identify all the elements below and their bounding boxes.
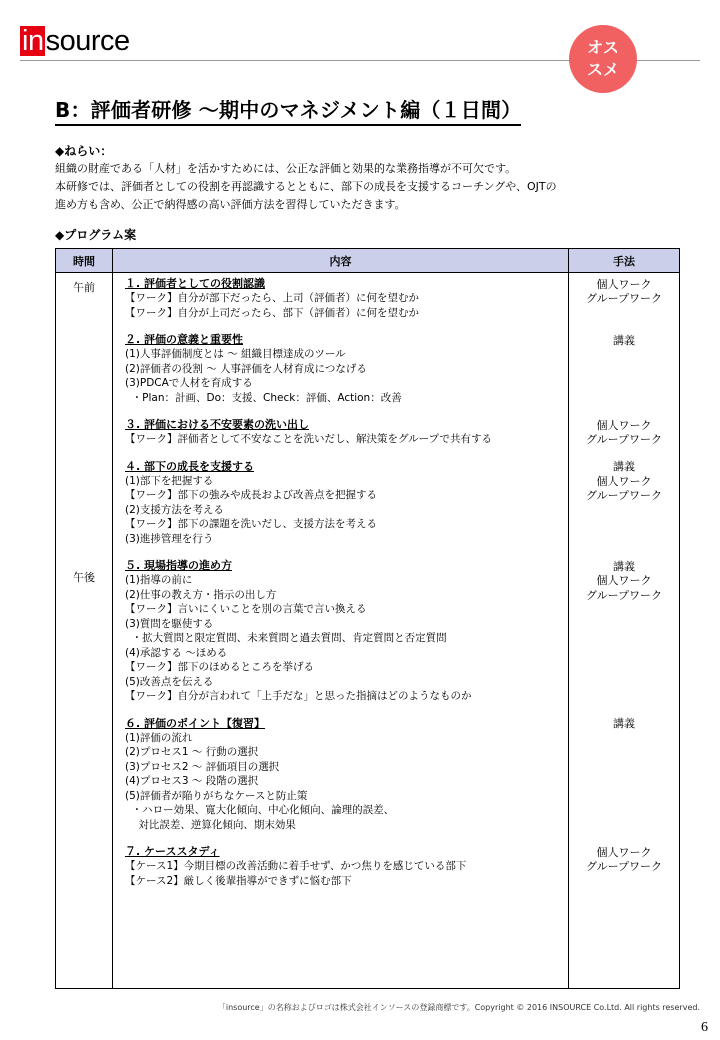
section-line: ・Plan：計画、Do：支援、Check：評価、Action：改善 xyxy=(125,391,402,404)
section-line: (2)支援方法を考える xyxy=(125,503,224,516)
section-line: 【ワーク】部下の課題を洗いだし、支援方法を考える xyxy=(125,518,377,530)
method-cell xyxy=(569,273,680,989)
section-line: 【ケース2】厳しく後輩指導ができずに悩む部下 xyxy=(125,874,352,887)
section-line: 【ワーク】言いにくいことを別の言葉で言い換える xyxy=(125,603,367,615)
section-line: 【ワーク】自分が上司だったら、部下（評価者）に何を望むか xyxy=(125,306,419,319)
method-item: グループワーク xyxy=(585,433,663,446)
section-title: １. 評価者としての役割認識 xyxy=(125,277,266,290)
method-block xyxy=(569,846,679,875)
badge-line-1: オス xyxy=(587,38,619,57)
aim-heading: ◆ねらい： xyxy=(55,144,113,158)
method-item: グループワーク xyxy=(585,588,663,602)
section-line: (2)評価者の役割 ～ 人事評価を人材育成につなげる xyxy=(125,362,367,375)
program-table xyxy=(55,248,680,989)
section-line: (5)改善点を伝える xyxy=(125,675,214,688)
section-line: 【ワーク】部下のほめるところを挙げる xyxy=(125,661,314,673)
method-item: グループワーク xyxy=(585,292,663,305)
page-title: B：評価者研修 ～期中のマネジメント編（１日間） xyxy=(55,94,521,126)
time-am: 午前 xyxy=(73,281,95,294)
method-block xyxy=(569,334,679,349)
program-section xyxy=(125,717,558,833)
section-line: 対比誤差、逆算化傾向、期末効果 xyxy=(125,818,296,831)
section-line: (1)評価の流れ xyxy=(125,731,193,744)
copyright-footer: 「insource」の名称およびロゴは株式会社インソースの登録商標です。Copyright © 2016 INSOURCE Co.Ltd. All rights reserved. xyxy=(217,1003,700,1012)
program-section xyxy=(125,333,558,405)
program-section xyxy=(125,460,558,547)
recommend-badge xyxy=(569,25,637,93)
time-pm: 午後 xyxy=(73,571,95,584)
section-line: 【ケース1】今期目標の改善活動に着手せず、かつ焦りを感じている部下 xyxy=(125,860,467,872)
method-item: 個人ワーク xyxy=(596,574,652,587)
method-block xyxy=(569,419,679,448)
aim-line: 進め方も含め、公正で納得感の高い評価方法を習得していただきます。 xyxy=(55,198,406,211)
insource-logo xyxy=(20,26,130,56)
header-method: 手法 xyxy=(569,249,680,273)
method-item: 個人ワーク xyxy=(596,474,652,488)
program-heading: ◆プログラム案 xyxy=(55,228,137,242)
method-block xyxy=(569,717,679,732)
logo-red-part: in xyxy=(22,25,44,57)
logo-text: source xyxy=(45,25,130,57)
section-line: (3)進捗管理を行う xyxy=(125,532,214,545)
method-item: 講義 xyxy=(613,460,635,473)
aim-line: 本研修では、評価者としての役割を再認識するとともに、部下の成長を支援するコーチングや、OJTの xyxy=(55,180,557,193)
method-item: 講義 xyxy=(613,333,635,347)
section-title: ７. ケーススタディ xyxy=(125,845,220,858)
header-time: 時間 xyxy=(56,249,113,273)
aim-text xyxy=(55,160,557,214)
section-line: (2)仕事の教え方・指示の出し方 xyxy=(125,588,277,601)
method-item: グループワーク xyxy=(585,489,663,502)
program-section xyxy=(125,845,558,888)
section-line: (1)部下を把握する xyxy=(125,474,214,487)
section-line: 【ワーク】自分が言われて「上手だな」と思った指摘はどのようなものか xyxy=(125,690,472,702)
section-line: (3)質問を駆使する xyxy=(125,617,214,630)
section-line: (3)プロセス2 ～ 評価項目の選択 xyxy=(125,760,280,773)
section-line: ・拡大質問と限定質問、未来質問と過去質問、肯定質問と否定質問 xyxy=(125,632,447,644)
section-title: ３. 評価における不安要素の洗い出し xyxy=(125,418,310,431)
section-line: 【ワーク】部下の強みや成長および改善点を把握する xyxy=(125,489,377,501)
section-line: 【ワーク】評価者として不安なことを洗いだし、解決策をグループで共有する xyxy=(125,433,492,445)
content-cell xyxy=(113,273,569,989)
program-section xyxy=(125,559,558,704)
section-title: ４. 部下の成長を支援する xyxy=(125,459,255,473)
method-block xyxy=(569,278,679,307)
header-content: 内容 xyxy=(113,249,569,273)
aim-line: 組織の財産である「人材」を活かすためには、公正な評価と効果的な業務指導が不可欠です。 xyxy=(55,162,517,175)
section-title: ６. 評価のポイント【復習】 xyxy=(125,716,266,730)
section-line: (5)評価者が陥りがちなケースと防止策 xyxy=(125,789,308,802)
section-line: ・ハロー効果、寛大化傾向、中心化傾向、論理的誤差、 xyxy=(125,804,395,816)
section-line: (3)PDCAで人材を育成する xyxy=(125,377,253,389)
section-title: ５. 現場指導の進め方 xyxy=(125,559,233,572)
program-section xyxy=(125,277,558,320)
page-number: 6 xyxy=(701,1020,708,1035)
section-line: (1)指導の前に xyxy=(125,574,193,586)
method-item: 講義 xyxy=(613,717,635,730)
method-item: 個人ワーク xyxy=(596,845,652,859)
section-line: (2)プロセス1 ～ 行動の選択 xyxy=(125,746,259,758)
method-block xyxy=(569,460,679,504)
section-line: (4)承認する ～ほめる xyxy=(125,646,228,659)
method-block xyxy=(569,560,679,604)
method-item: 講義 xyxy=(613,559,635,573)
time-cell xyxy=(56,273,113,989)
section-line: (1)人事評価制度とは ～ 組織目標達成のツール xyxy=(125,348,346,360)
method-item: 個人ワーク xyxy=(596,418,652,432)
section-line: (4)プロセス3 ～ 段階の選択 xyxy=(125,775,259,787)
method-item: グループワーク xyxy=(585,860,663,873)
badge-line-2: スメ xyxy=(586,60,619,79)
program-section xyxy=(125,418,558,447)
section-title: ２. 評価の意義と重要性 xyxy=(125,333,244,346)
method-item: 個人ワーク xyxy=(596,277,652,291)
section-line: 【ワーク】自分が部下だったら、上司（評価者）に何を望むか xyxy=(125,292,419,304)
